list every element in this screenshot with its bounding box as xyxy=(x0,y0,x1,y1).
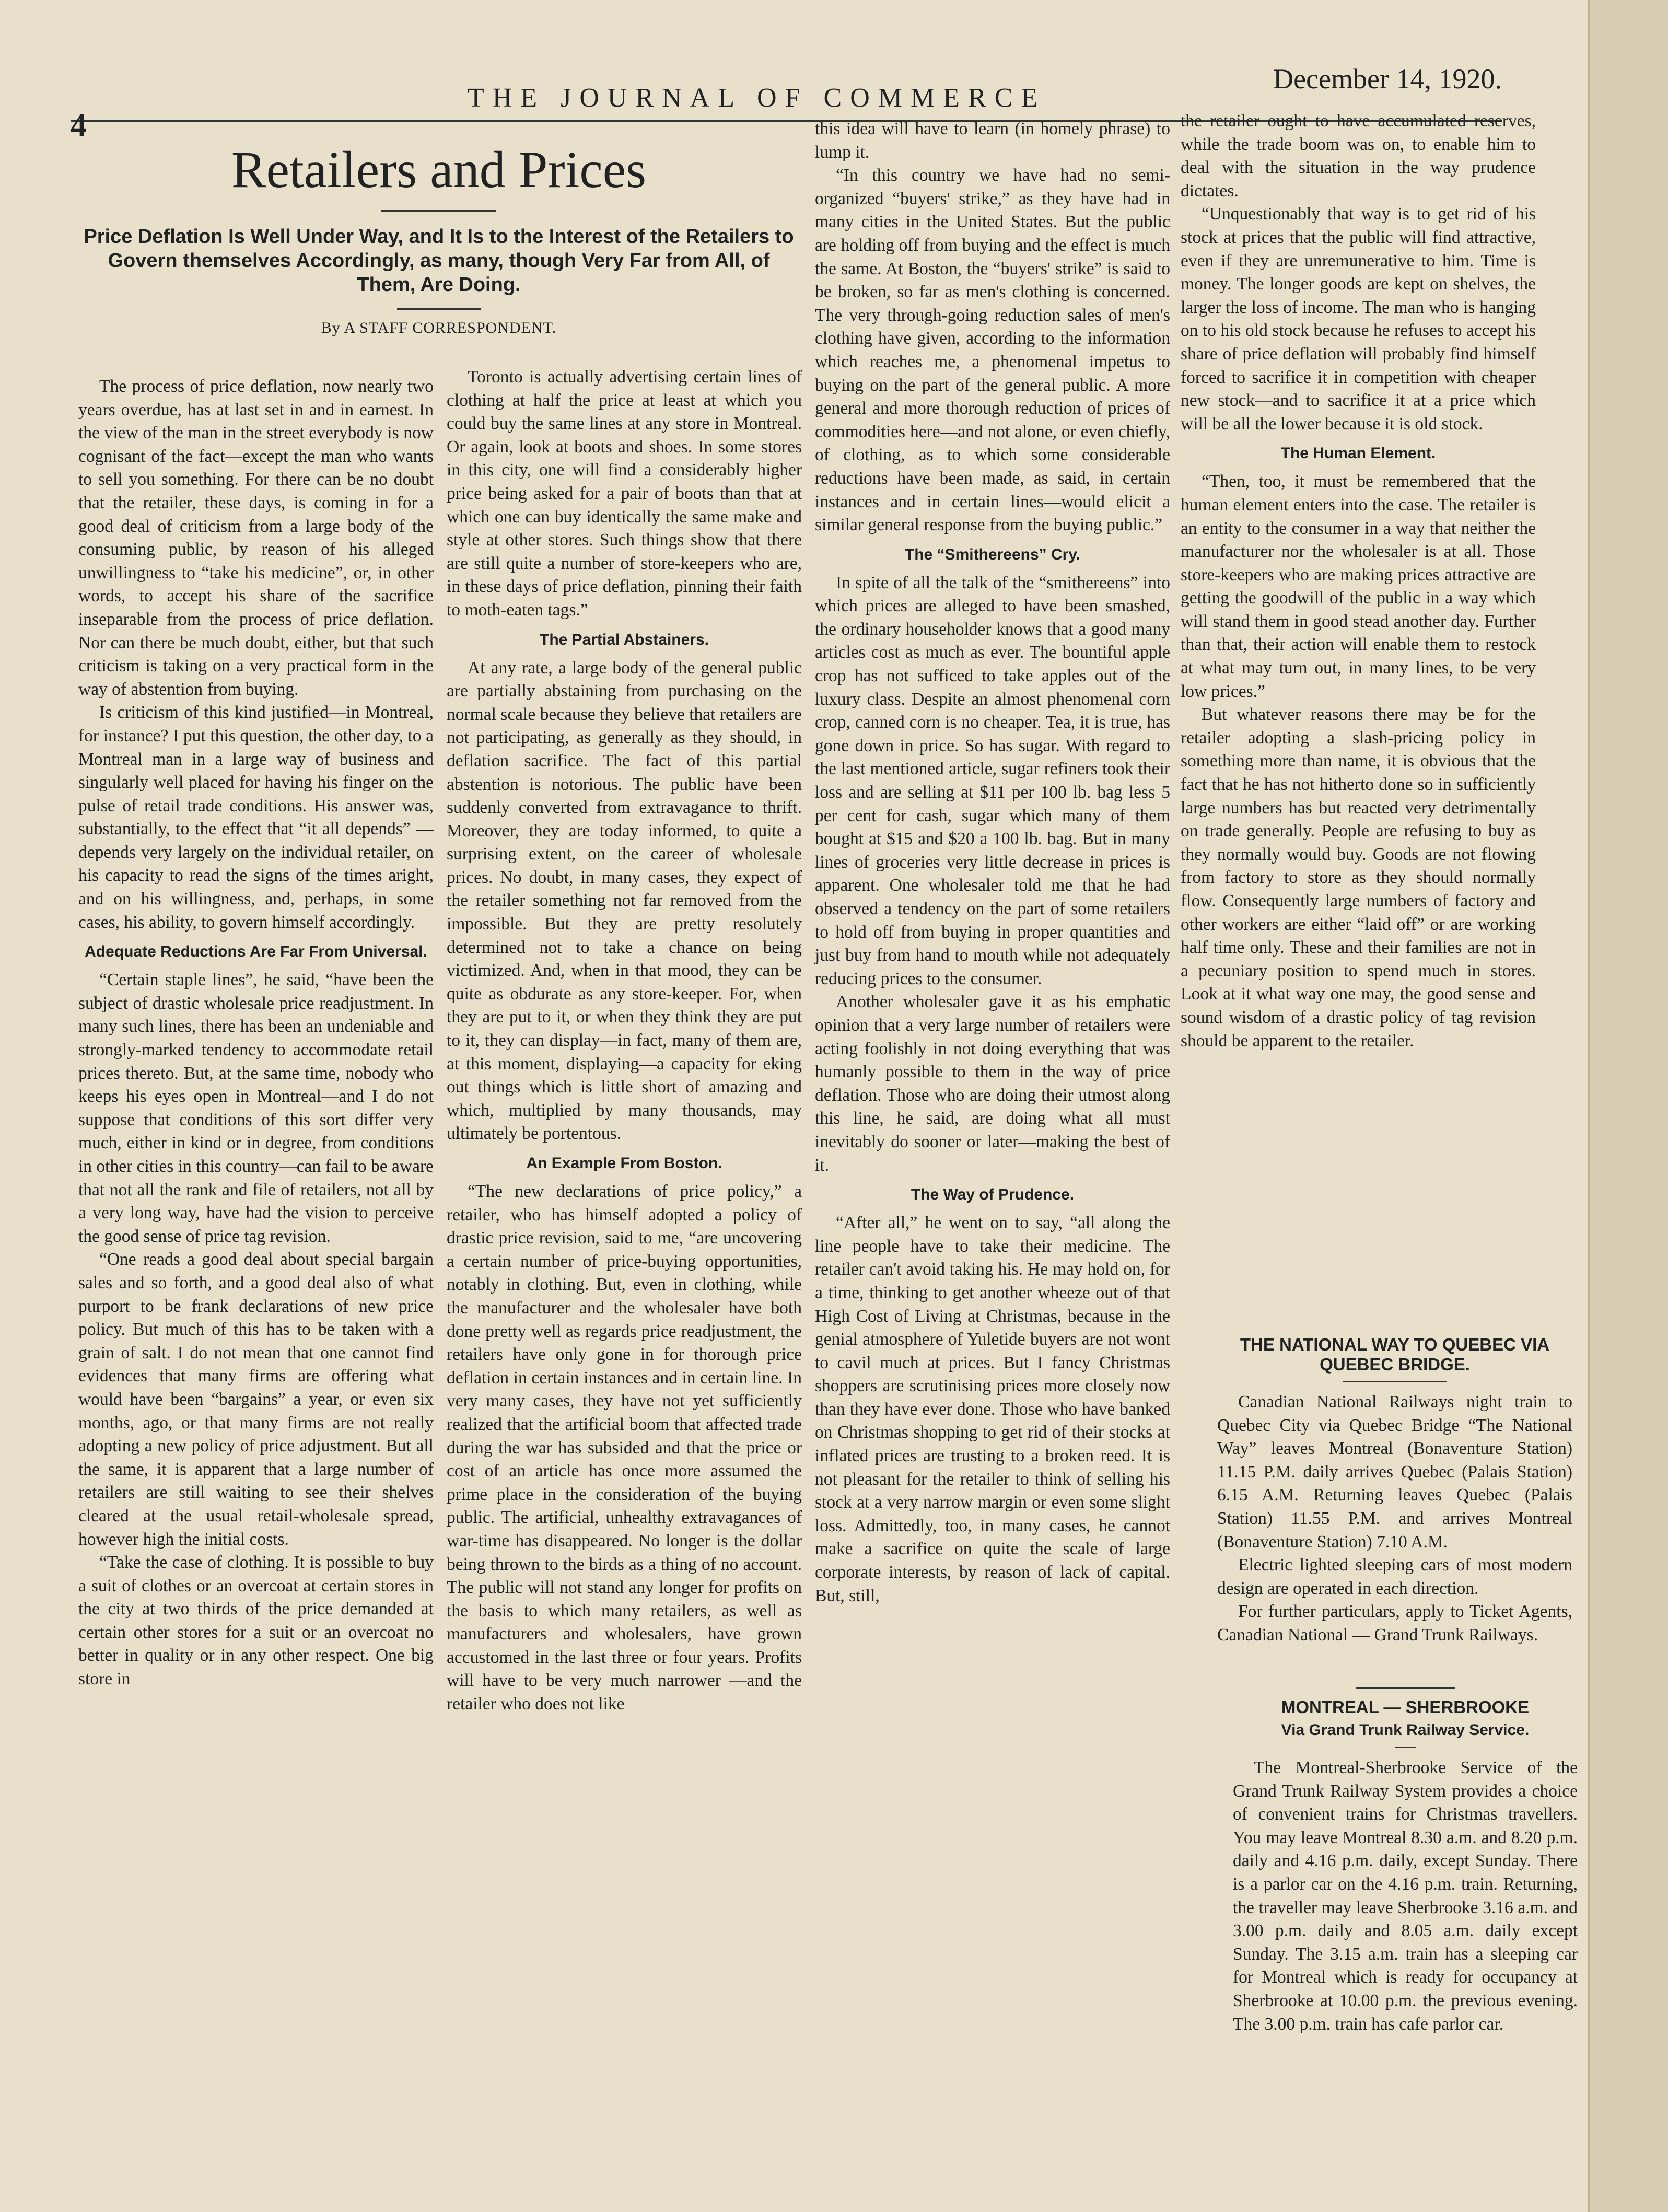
notice-subtitle: Via Grand Trunk Railway Service. xyxy=(1281,1721,1530,1739)
article-column-4 xyxy=(1181,110,1536,1053)
notice-national-way xyxy=(1217,1335,1572,1647)
section-heading: Adequate Reductions Are Far From Universal. xyxy=(85,943,427,961)
title-rule xyxy=(381,210,496,212)
paragraph: In spite of all the talk of the “smithereens” into which prices are alleged to have been smashed, the ordinary householder knows that a good many articles cost as much as ever. The bountiful apple crop has not sufficed to take apples out of the luxury class. Despite an almost phenomenal corn crop, canned corn is no cheaper. Tea, it is true, has gone down in price. So has sugar. With regard to the last mentioned article, sugar refiners took their loss and are selling at $11 per 100 lb. bag less 5 per cent for cash, sugar which many of them bought at $15 and $20 a 100 lb. bag. But in many lines of groceries very little decrease in prices is apparent. One wholesaler told me that he had observed a tendency on the part of some retailers to hold off from buying in proper quantities and just buy from hand to mouth while not adequately reducing prices to the consumer. xyxy=(815,573,1170,988)
paragraph: “In this country we have had no semi-organized “buyers' strike,” as they have had in many cities in the United States. But the public are holding off from buying and the effect is much the same. At Boston, the “buyers' strike” is said to be broken, so far as men's clothing is concerned. The very through-going reduction sales of men's clothing have given, according to the information which reaches me, a phenomenal impetus to buying on the part of the general public. A more general and more thorough reduction of prices of commodities here—and not alone, or even chiefly, of clothing, as to which some considerable reductions have been made, as said, in certain instances and in certain lines—would elicit a similar general response from the buying public.” xyxy=(815,166,1170,535)
paragraph: the retailer ought to have accumulated reserves, while the trade boom was on, to enable him to deal with the situation in the way prudence dictates. xyxy=(1181,111,1536,201)
paragraph: “After all,” he went on to say, “all along the line people have to take their medicine. The retailer can't avoid taking his. He may hold on, for a time, thinking to get another wheeze out of that High Cost of Living at Christmas, because in the genial atmosphere of Yuletide buyers are not wont to cavil much at prices. But I fancy Christmas shoppers are scrutinising prices more closely now than they have ever done. Those who have banked on Christmas shopping to get rid of their stocks at inflated prices are trusting to a broken reed. It is not pleasant for the retailer to think of selling his stock at a very narrow margin or even some slight loss. Admittedly, too, in many cases, he cannot make a sacrifice on quite the scale of large corporate interests, by reason of lack of capital. But, still, xyxy=(815,1213,1170,1605)
paragraph: “Then, too, it must be remembered that the human element enters into the case. The retailer is an entity to the consumer in a way that neither the manufacturer nor the wholesaler is at all. Those store-keepers who are making prices attractive are getting the goodwill of the public in a way which will stand them in good stead another day. Further than that, their action will enable them to restock at what may turn out, in many lines, to be very low prices.” xyxy=(1181,472,1536,701)
article-headline xyxy=(78,141,799,337)
section-heading: The Way of Prudence. xyxy=(911,1186,1075,1204)
paragraph: Is criticism of this kind justified—in Montreal, for instance? I put this question, the other day, to a Montreal man in a large way of business and singularly well placed for having his finger on the pulse of retail trade conditions. His answer was, substantially, to the effect that “it all depends” —depends very largely on the individual retailer, on his capacity to read the signs of the times aright, and on his willingness, and, perhaps, in some cases, his ability, to govern himself accordingly. xyxy=(78,703,434,932)
article-subtitle: Price Deflation Is Well Under Way, and It Is to the Interest of the Retailers to Govern themselves Accordingly, as many, though Very Far from All, of Them, Are Doing. xyxy=(84,226,794,296)
paragraph: “Take the case of clothing. It is possible to buy a suit of clothes or an overcoat at certain stores in the city at two thirds of the price demanded at certain other stores for a suit or an overcoat no better in quality or in any other respect. One big store in xyxy=(78,1553,434,1689)
notice-rule xyxy=(1343,1381,1447,1382)
notice-title: THE NATIONAL WAY TO QUEBEC VIA QUEBEC BRIDGE. xyxy=(1240,1335,1550,1374)
paragraph: “The new declarations of price policy,” a retailer, who has himself adopted a policy of drastic price revision, said to me, “are uncovering a certain number of price-buying opportunities, notably in clothing. But, even in clothing, while the manufacturer and the wholesaler have both done pretty well as regards price readjustment, the retailers have only gone in for thorough price deflation in certain instances and in certain line. In very many cases, they have not yet sufficiently realized that the artificial boom that affected trade during the war has subsided and that the price or cost of an article has once more assumed the prime place in the consideration of the buying public. The artificial, unhealthy extravagances of war-time has disappeared. No longer is the dollar being thrown to the birds as a thing of no account. The public will not stand any longer for profits on the basis to which many retailers, as well as manufacturers and wholesalers, have grown accustomed in the last three or four years. Profits will have to be very much narrower —and the retailer who does not like xyxy=(447,1182,802,1714)
paragraph: Toronto is actually advertising certain lines of clothing at half the price at least at which you could buy the same lines at any store in Montreal. Or again, look at boots and shoes. In some stores in this city, one will find a considerably higher price being asked for a pair of boots than that at which one can buy identically the same make and style at other stores. Such things show that there are still quite a number of store-keepers who are, in these days of price deflation, pinning their faith to moth-eaten tags.” xyxy=(447,367,802,620)
paragraph: Canadian National Railways night train to Quebec City via Quebec Bridge “The National Way” leaves Montreal (Bonaventure Station) 11.15 P.M. daily arrives Quebec (Palais Station) 6.15 A.M. Returning leaves Quebec (Palais Station) 11.55 P.M. and arrives Montreal (Bonaventure Station) 7.10 A.M. xyxy=(1217,1392,1572,1552)
subtitle-rule xyxy=(397,308,481,310)
paragraph: this idea will have to learn (in homely phrase) to lump it. xyxy=(815,119,1170,162)
notice-rule xyxy=(1395,1747,1416,1748)
notice-top-rule xyxy=(1356,1687,1455,1689)
paragraph: But whatever reasons there may be for the retailer adopting a slash-pricing policy in something more than name, it is obvious that the fact that he has not hitherto done so in sufficiently large numbers has but reacted very detrimentally on trade generally. People are refusing to buy as they normally would buy. Goods are not flowing from factory to store as they should normally flow. Consequently large numbers of factory and other workers are either “laid off” or are working half time only. These and their families are not in a pecuniary position to spend much in stores. Look at it what way one may, the good sense and sound wisdom of a drastic policy of tag revision should be apparent to the retailer. xyxy=(1181,705,1536,1051)
paragraph: Electric lighted sleeping cars of most modern design are operated in each direction. xyxy=(1217,1555,1572,1598)
paragraph: “Certain staple lines”, he said, “have been the subject of drastic wholesale price readjustment. In many such lines, there has been an undeniable and strongly-marked tendency to accommodate retail prices thereto. But, at the same time, nobody who keeps his eyes open in Montreal—and I do not suppose that conditions of this sort differ very much, either in kind or in degree, from conditions in other cities in this country—can fail to be aware that not all the rank and file of retailers, not all by a very long way, have had the vision to perceive the good sense of price tag revision. xyxy=(78,970,434,1246)
article-title: Retailers and Prices xyxy=(231,141,647,199)
article-column-1 xyxy=(78,375,434,1691)
paragraph: For further particulars, apply to Ticket Agents, Canadian National — Grand Trunk Railways. xyxy=(1217,1602,1572,1645)
notice-montreal-sherbrooke xyxy=(1233,1687,1578,2036)
issue-date: December 14, 1920. xyxy=(1273,63,1502,95)
paragraph: Another wholesaler gave it as his emphatic opinion that a very large number of retailers were acting foolishly in not doing everything that was humanly possible to them in the way of price deflation. Those who are doing their utmost along this line, he said, are doing what all must inevitably do sooner or later—making the best of it. xyxy=(815,992,1170,1175)
byline: By A STAFF CORRESPONDENT. xyxy=(321,319,557,336)
page-binding-edge xyxy=(1588,0,1668,2212)
paragraph: “Unquestionably that way is to get rid of his stock at prices that the public will find attractive, even if they are unremunerative to him. Time is money. The longer goods are kept on shelves, the larger the loss of income. The man who is hanging on to his old stock because he refuses to accept his share of price deflation will probably find himself forced to sacrifice it in competition with cheaper new stock—and to sacrifice it at a price which will be all the lower because it is old stock. xyxy=(1181,204,1536,434)
section-heading: The Partial Abstainers. xyxy=(540,631,709,648)
section-heading: The Human Element. xyxy=(1280,445,1436,462)
paragraph: At any rate, a large body of the general public are partially abstaining from purchasing on the normal scale because they believe that retailers are not participating, as generally as they should, in deflation sacrifice. The fact of this partial abstention is notorious. The public have been suddenly converted from extravagance to thrift. Moreover, they are today informed, to quite a surprising extent, on the career of wholesale prices. No doubt, in many cases, they expect of the retailer something not far removed from the impossible. But they are pretty resolutely determined not to take a chance on being victimized. And, when in that mood, they can be quite as obdurate as any store-keeper. For, when they are put to it, or when they think they are put to it, they can display—in fact, many of them are, at this moment, displaying—a capacity for eking out things which is little short of amazing and which, multiplied by many thousands, may ultimately be portentous. xyxy=(447,658,802,1144)
section-heading: The “Smithereens” Cry. xyxy=(904,545,1081,563)
notice-title: MONTREAL — SHERBROOKE xyxy=(1281,1697,1530,1717)
journal-title: THE JOURNAL OF COMMERCE xyxy=(468,83,1046,113)
paragraph: The process of price deflation, now nearly two years overdue, has at last set in and in earnest. In the view of the man in the street everybody is now cognisant of the fact—except the man who wants to sell you something. For there can be no doubt that the retailer, these days, is coming in for a good deal of criticism from a large body of the consuming public, by reason of his alleged unwillingness to “take his medicine”, or, in other words, to accept his share of the sacrifice inseparable from the process of price deflation. Nor can there be much doubt, either, but that such criticism is taking on a very practical form in the way of abstention from buying. xyxy=(78,377,434,699)
article-column-3 xyxy=(815,118,1170,1608)
paragraph: “One reads a good deal about special bargain sales and so forth, and a good deal also of what purport to be frank declarations of new price policy. But much of this has to be taken with a grain of salt. I do not mean that one cannot find evidences that many firms are offering what would have been “bargains” a year, or even six months, ago, or that many firms are not really adopting a new policy of price adjustment. But all the same, it is apparent that a large number of retailers are still waiting to see their shelves cleared at the usual retail-wholesale spread, however high the initial costs. xyxy=(78,1250,434,1549)
paragraph: The Montreal-Sherbrooke Service of the Grand Trunk Railway System provides a choice of convenient trains for Christmas travellers. You may leave Montreal 8.30 a.m. and 8.20 p.m. daily and 4.16 p.m. daily, except Sunday. There is a parlor car on the 4.16 p.m. train. Returning, the traveller may leave Sherbrooke 3.16 a.m. and 3.00 p.m. daily and 8.05 a.m. daily except Sunday. The 3.15 a.m. train has a sleeping car for Montreal which is ready for occupancy at Sherbrooke at 10.00 p.m. the previous evening. The 3.00 p.m. train has cafe parlor car. xyxy=(1233,1758,1578,2034)
article-column-2 xyxy=(447,366,802,1716)
section-heading: An Example From Boston. xyxy=(526,1155,722,1172)
page-number: 4 xyxy=(71,108,87,143)
